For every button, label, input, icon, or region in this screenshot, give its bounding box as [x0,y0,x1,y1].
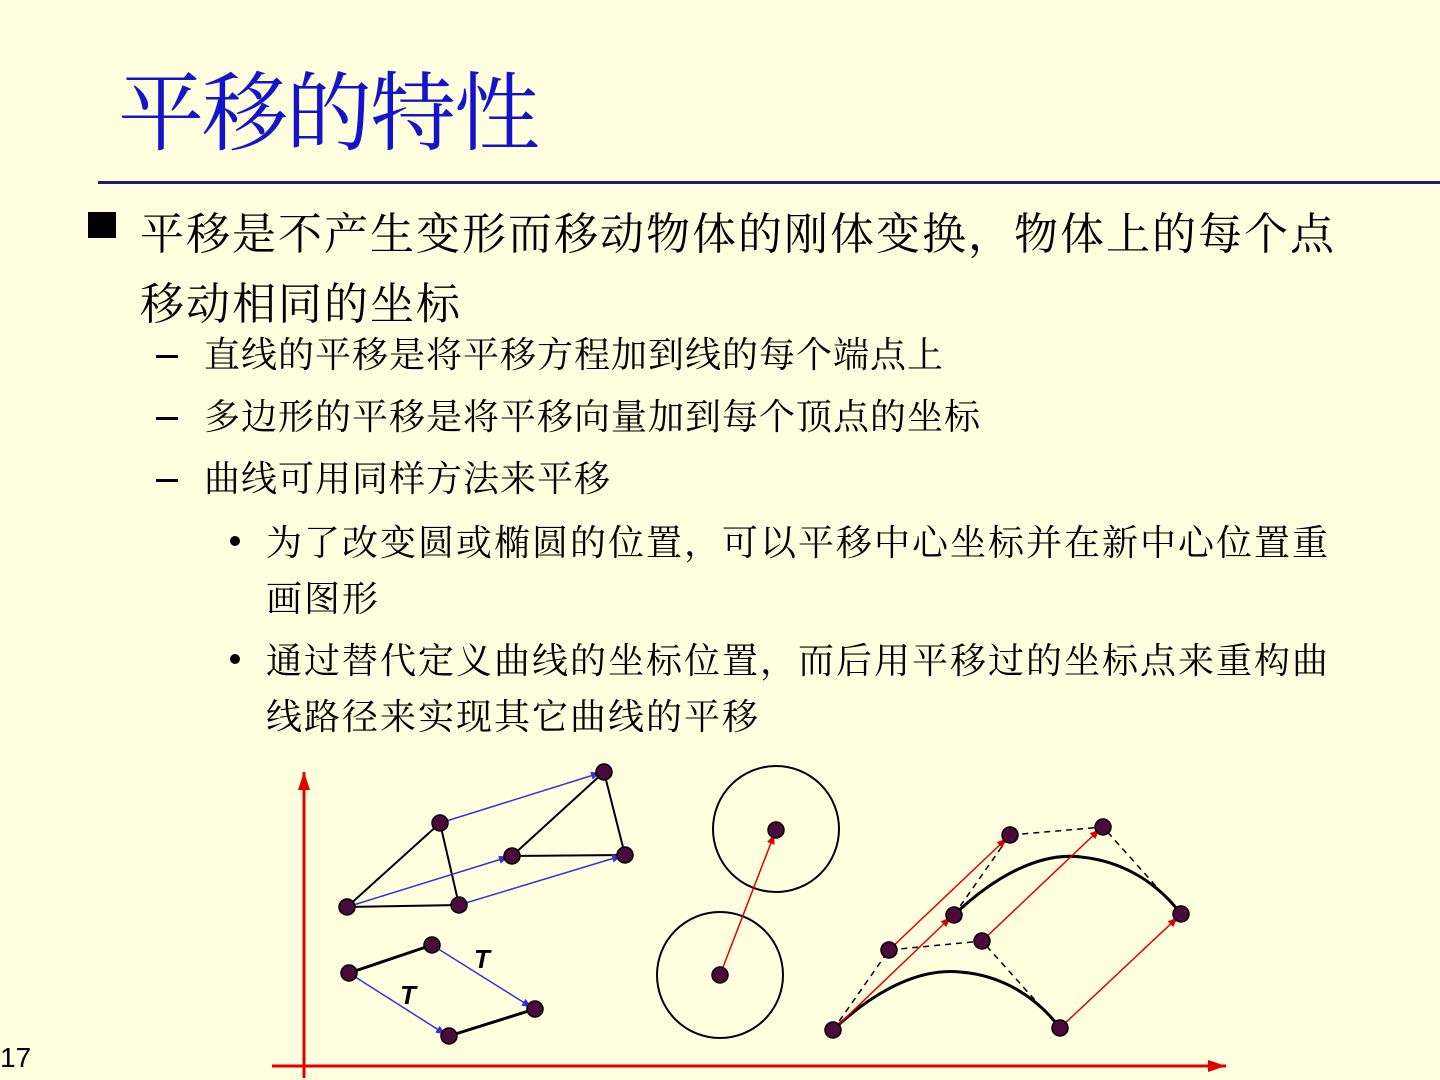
control-point [946,907,962,923]
page-number: 17 [0,1042,32,1073]
control-point [1002,827,1018,843]
vertex [596,764,612,780]
vertex [451,897,467,913]
sub-item-text: 多边形的平移是将平移向量加到每个顶点的坐标 [204,397,982,438]
translation-vector [349,973,445,1034]
circle-center [768,822,784,838]
vertex [339,899,355,915]
vertex [504,848,520,864]
curve-translation [825,819,1189,1038]
translation-label: T [400,980,416,1010]
slide-title: 平移的特性 [118,64,538,164]
translation-vector [347,857,508,907]
sub-item-text: 直线的平移是将平移方程加到线的每个端点上 [204,335,945,376]
vertex [341,965,357,981]
original-control-polygon [833,941,1060,1030]
vertex [432,815,448,831]
control-point [1095,819,1111,835]
translation-label: T [474,944,490,974]
line-translation [341,937,543,1044]
control-point [881,942,897,958]
translation-vector [720,835,774,975]
circle-translation [657,766,839,1038]
control-point [974,933,990,949]
sub-item-text: 曲线可用同样方法来平移 [204,459,612,500]
translation-vector [459,856,621,905]
vertex [441,1028,457,1044]
control-point [1052,1020,1068,1036]
sub-sub-item-text: 通过替代定义曲线的坐标位置，而后用平移过的坐标点来重构曲线路径来实现其它曲线的平移 [266,641,1331,738]
translated-control-polygon [954,827,1181,915]
vertex [424,937,440,953]
triangle-translation [339,764,633,915]
original-segment [349,945,432,973]
control-point [1173,906,1189,922]
vertex [617,847,633,863]
control-point [825,1022,841,1038]
original-triangle [347,823,459,907]
main-bullet-text: 平移是不产生变形而移动物体的刚体变换，物体上的每个点移动相同的坐标 [140,209,1336,330]
translation-vector [982,830,1099,941]
vertex [527,1001,543,1017]
sub-sub-item-text: 为了改变圆或椭圆的位置，可以平移中心坐标并在新中心位置重画图形 [266,523,1331,620]
circle-center [712,967,728,983]
translation-vector [1060,918,1177,1028]
translation-vector [889,839,1006,950]
translated-triangle [512,772,625,856]
translated-segment [449,1009,535,1036]
